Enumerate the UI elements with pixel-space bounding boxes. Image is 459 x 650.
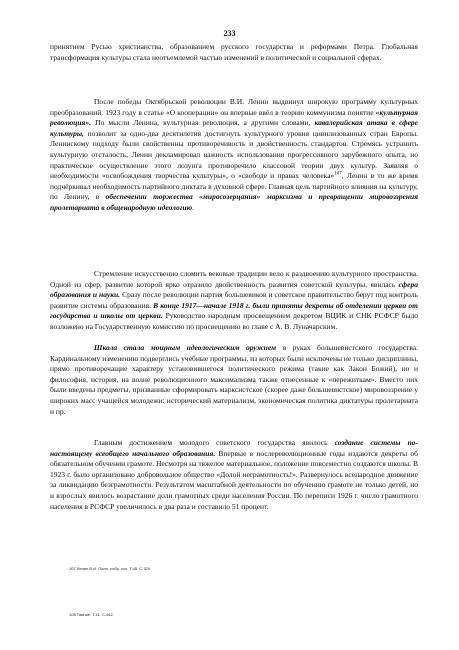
paragraph-1 bbox=[50, 42, 418, 63]
body-text: По мысли Ленина, культурная революция, а другими словами, bbox=[91, 118, 315, 128]
body-text: Главным достижением молодого советского государства явилось bbox=[94, 438, 335, 447]
paragraph-2 bbox=[50, 97, 418, 214]
body-text: Руководство народным просвещением декретом ВЦИК и СНК РСФСР было возложено на Государственную комиссию по просвещению во главе с А. В. Луначарским. bbox=[50, 311, 418, 331]
emphasis-text: создание системы по-настоящему всеобщего начального образования. bbox=[50, 438, 418, 458]
body-text: После победы Октябрьской революции В.И. Ленин выдвинул широкую программу культурных преобразований. 1923 году в статье «О кооперации» он впервые ввёл в теорию коммунизма понятие bbox=[50, 97, 418, 117]
body-text: Стремление искусственно сломить вековые традиции вело к раздвоению культурного пространства. Одной из сфер, развитие которой ярко отразило двойственность развития советской культуры, явилась bbox=[50, 269, 418, 289]
body-text: в руках большевистского государства. Кардинальному изменению подверглись учебные программы, из которых были исключены не только дисциплины, прямо противоречащие характеру установившегося политического режима (такие как Закон Божий), но и философия, история, на волне революционного максимализма также отнесенные к «пережиткам». Вместо них были введены предметы, призванные сформировать марксистское (скорее даже большевистское) мировоззрение у широких масс учащейся молодежи: исторический материализм, экономическая политика диктатуры пролетариата и пр. bbox=[50, 343, 418, 416]
footnote-107: 107 Ленин В.И. Полн. собр. соч. Т.45. С.320. bbox=[69, 566, 152, 571]
emphasis-text: «культурная революция». bbox=[50, 107, 418, 128]
emphasis-text: сфера образования и науки. bbox=[50, 279, 418, 300]
body-text: . bbox=[192, 202, 195, 212]
emphasis-text: В конце 1917—начале 1918 г. были приняты декреты об отделении церкви от государства и школы от церкви. bbox=[50, 300, 418, 321]
page-number: 233 bbox=[223, 29, 236, 38]
body-text: Сразу после революции партия большевиков и советское правительство берут под контроль развитие системы образования. bbox=[50, 290, 418, 310]
paragraph-4 bbox=[50, 343, 418, 417]
footnote-108: 108 Там же. Т.41. С.462. bbox=[69, 612, 114, 617]
body-text: позволит за одно-два десятилетия достигнуть культурного уровня цивилизованных стран Европы. Ленинскому подходу были свойственны противоречивость и двойственность стандартов. Стремясь устранить культурную отсталость, Ленин декламировал важность использования прогрессивного зарубежного опыта, но практическое осуществление этого лозунга противоречило классовой теории двух культур. Заявляя о необходимости «освобождения творчества культуры», о «свободе и правах человека» bbox=[50, 128, 418, 181]
emphasis-text: обеспечении торжества «миросозерцания» марксизма и превращении мировоззрения пролетариата в общенародную идеологию bbox=[50, 192, 418, 212]
footnote-ref: 107 bbox=[334, 171, 342, 177]
body-text: принятием Русью христианства, образованием русского государства и реформами Петра. Глобальная трансформация культуры стала неотъемлемой частью изменений в политической и социальной сферах. bbox=[50, 42, 418, 62]
body-text: Впервые в послереволюционные годы издаются декреты об обязательном обучении грамоте. Несмотря на тяжелое материальное, положение повсеместно создаются школы. В 1923 г. было организовано добровольное общество «Долой неграмотность!». Развернулось всенародное движение за ликвидацию безграмотности. Результатом масштабной деятельности по обучению грамоте не только детей, но и взрослых явилось возрастание доли грамотных среди населения России. По переписи 1926 г. число грамотного населения в РСФСР увеличилось в два раза и составило 51 процент. bbox=[50, 448, 418, 511]
emphasis-text: Школа стала мощным идеологическим оружием bbox=[94, 343, 277, 352]
paragraph-3 bbox=[50, 269, 418, 333]
emphasis-text: кавалерийская атака в сфере культуры, bbox=[50, 118, 418, 138]
body-text: , Ленин в то же время подчёркивал необходимость партийного диктата в духовной сфере. Главная цель партийного влияния на культуру, по Ленину, в bbox=[50, 171, 418, 202]
paragraph-5 bbox=[50, 438, 418, 512]
